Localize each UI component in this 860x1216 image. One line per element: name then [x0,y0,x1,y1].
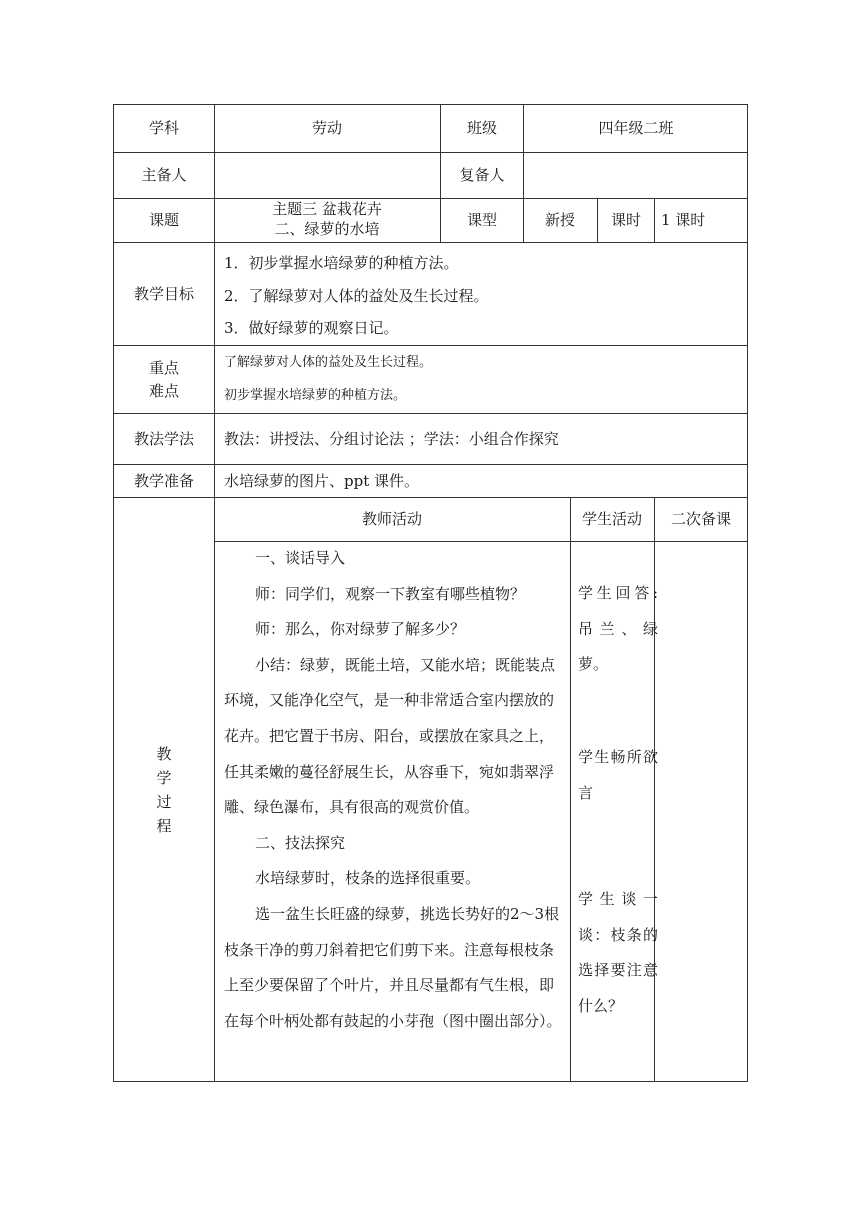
type-label: 课型 [466,211,498,229]
lesson-plan-table [113,104,748,1082]
hours-value: 1 课时 [661,211,706,229]
teacher-activity-header: 教师活动 [361,510,423,528]
class-value: 四年级二班 [598,119,674,137]
teacher-paragraph: 水培绿萝时，枝条的选择很重要。 [255,869,481,888]
teacher-paragraph: 师：同学们，观察一下教室有哪些植物？ [255,584,526,603]
teacher-paragraph: 一、谈话导入 [255,549,346,567]
process-label-char: 程 [156,817,172,835]
teacher-paragraph: 师：那么，你对绿萝了解多少？ [255,620,466,639]
preparer-label: 主备人 [141,166,187,184]
second-prep-header: 二次备课 [670,510,732,528]
process-label-char: 学 [156,769,172,787]
preparation-label: 教学准备 [133,472,195,490]
student-activity-header: 学生活动 [581,510,643,528]
topic-line-1: 主题三 盆栽花卉 [272,200,382,218]
subject-value: 劳动 [311,119,343,137]
teacher-paragraph: 选一盆生长旺盛的绿萝，挑选长势好的2～3根枝条干净的剪刀斜着把它们剪下来。注意每根枝条上至少要保留了个叶片，并且尽量都有气生根，即在每个叶柄处都有鼓起的小芽孢（图中圈出部分）。 [224,904,562,1030]
goals-label: 教学目标 [133,285,195,303]
teacher-paragraph: 小结：绿萝，既能土培，又能水培；既能装点环境，又能净化空气，是一种非常适合室内摆放的花卉。把它置于书房、阳台，或摆放在家具之上，任其柔嫩的蔓径舒展生长，从容垂下，宛如翡翠浮雕、绿色瀑布，具有很高的观赏价值。 [224,655,556,817]
key-points-label: 重点 [148,359,180,377]
class-label: 班级 [466,119,498,137]
process-label-char: 教 [156,745,172,763]
method-value: 教法：讲授法、分组讨论法 ；学法：小组合作探究 [224,430,559,448]
teacher-paragraph: 二、技法探究 [255,833,346,852]
student-note: 学生谈一谈：枝条的选择要注意什么？ [578,890,658,1015]
goal-item: 2．了解绿萝对人体的益处及生长过程。 [224,287,489,305]
topic-label: 课题 [148,211,180,229]
hours-label: 课时 [610,211,642,229]
goal-item: 1．初步掌握水培绿萝的种植方法。 [224,254,459,272]
type-value: 新授 [544,211,576,229]
difficulty-label: 难点 [148,382,180,400]
process-label-char: 过 [156,793,172,811]
teacher-activity-content [224,541,563,1039]
key-point-item: 初步掌握水培绿萝的种植方法。 [224,388,407,403]
subject-label: 学科 [148,119,180,137]
student-note: 学生回答:吊兰、绿萝。 [578,584,658,674]
goal-item: 3．做好绿萝的观察日记。 [224,319,399,337]
preparation-value: 水培绿萝的图片、ppt 课件。 [224,472,420,490]
student-note: 学生畅所欲言 [578,748,658,802]
co-preparer-label: 复备人 [459,166,505,184]
key-point-item: 了解绿萝对人体的益处及生长过程。 [224,355,433,370]
topic-line-2: 二、绿萝的水培 [274,220,380,238]
method-label: 教法学法 [133,430,195,448]
